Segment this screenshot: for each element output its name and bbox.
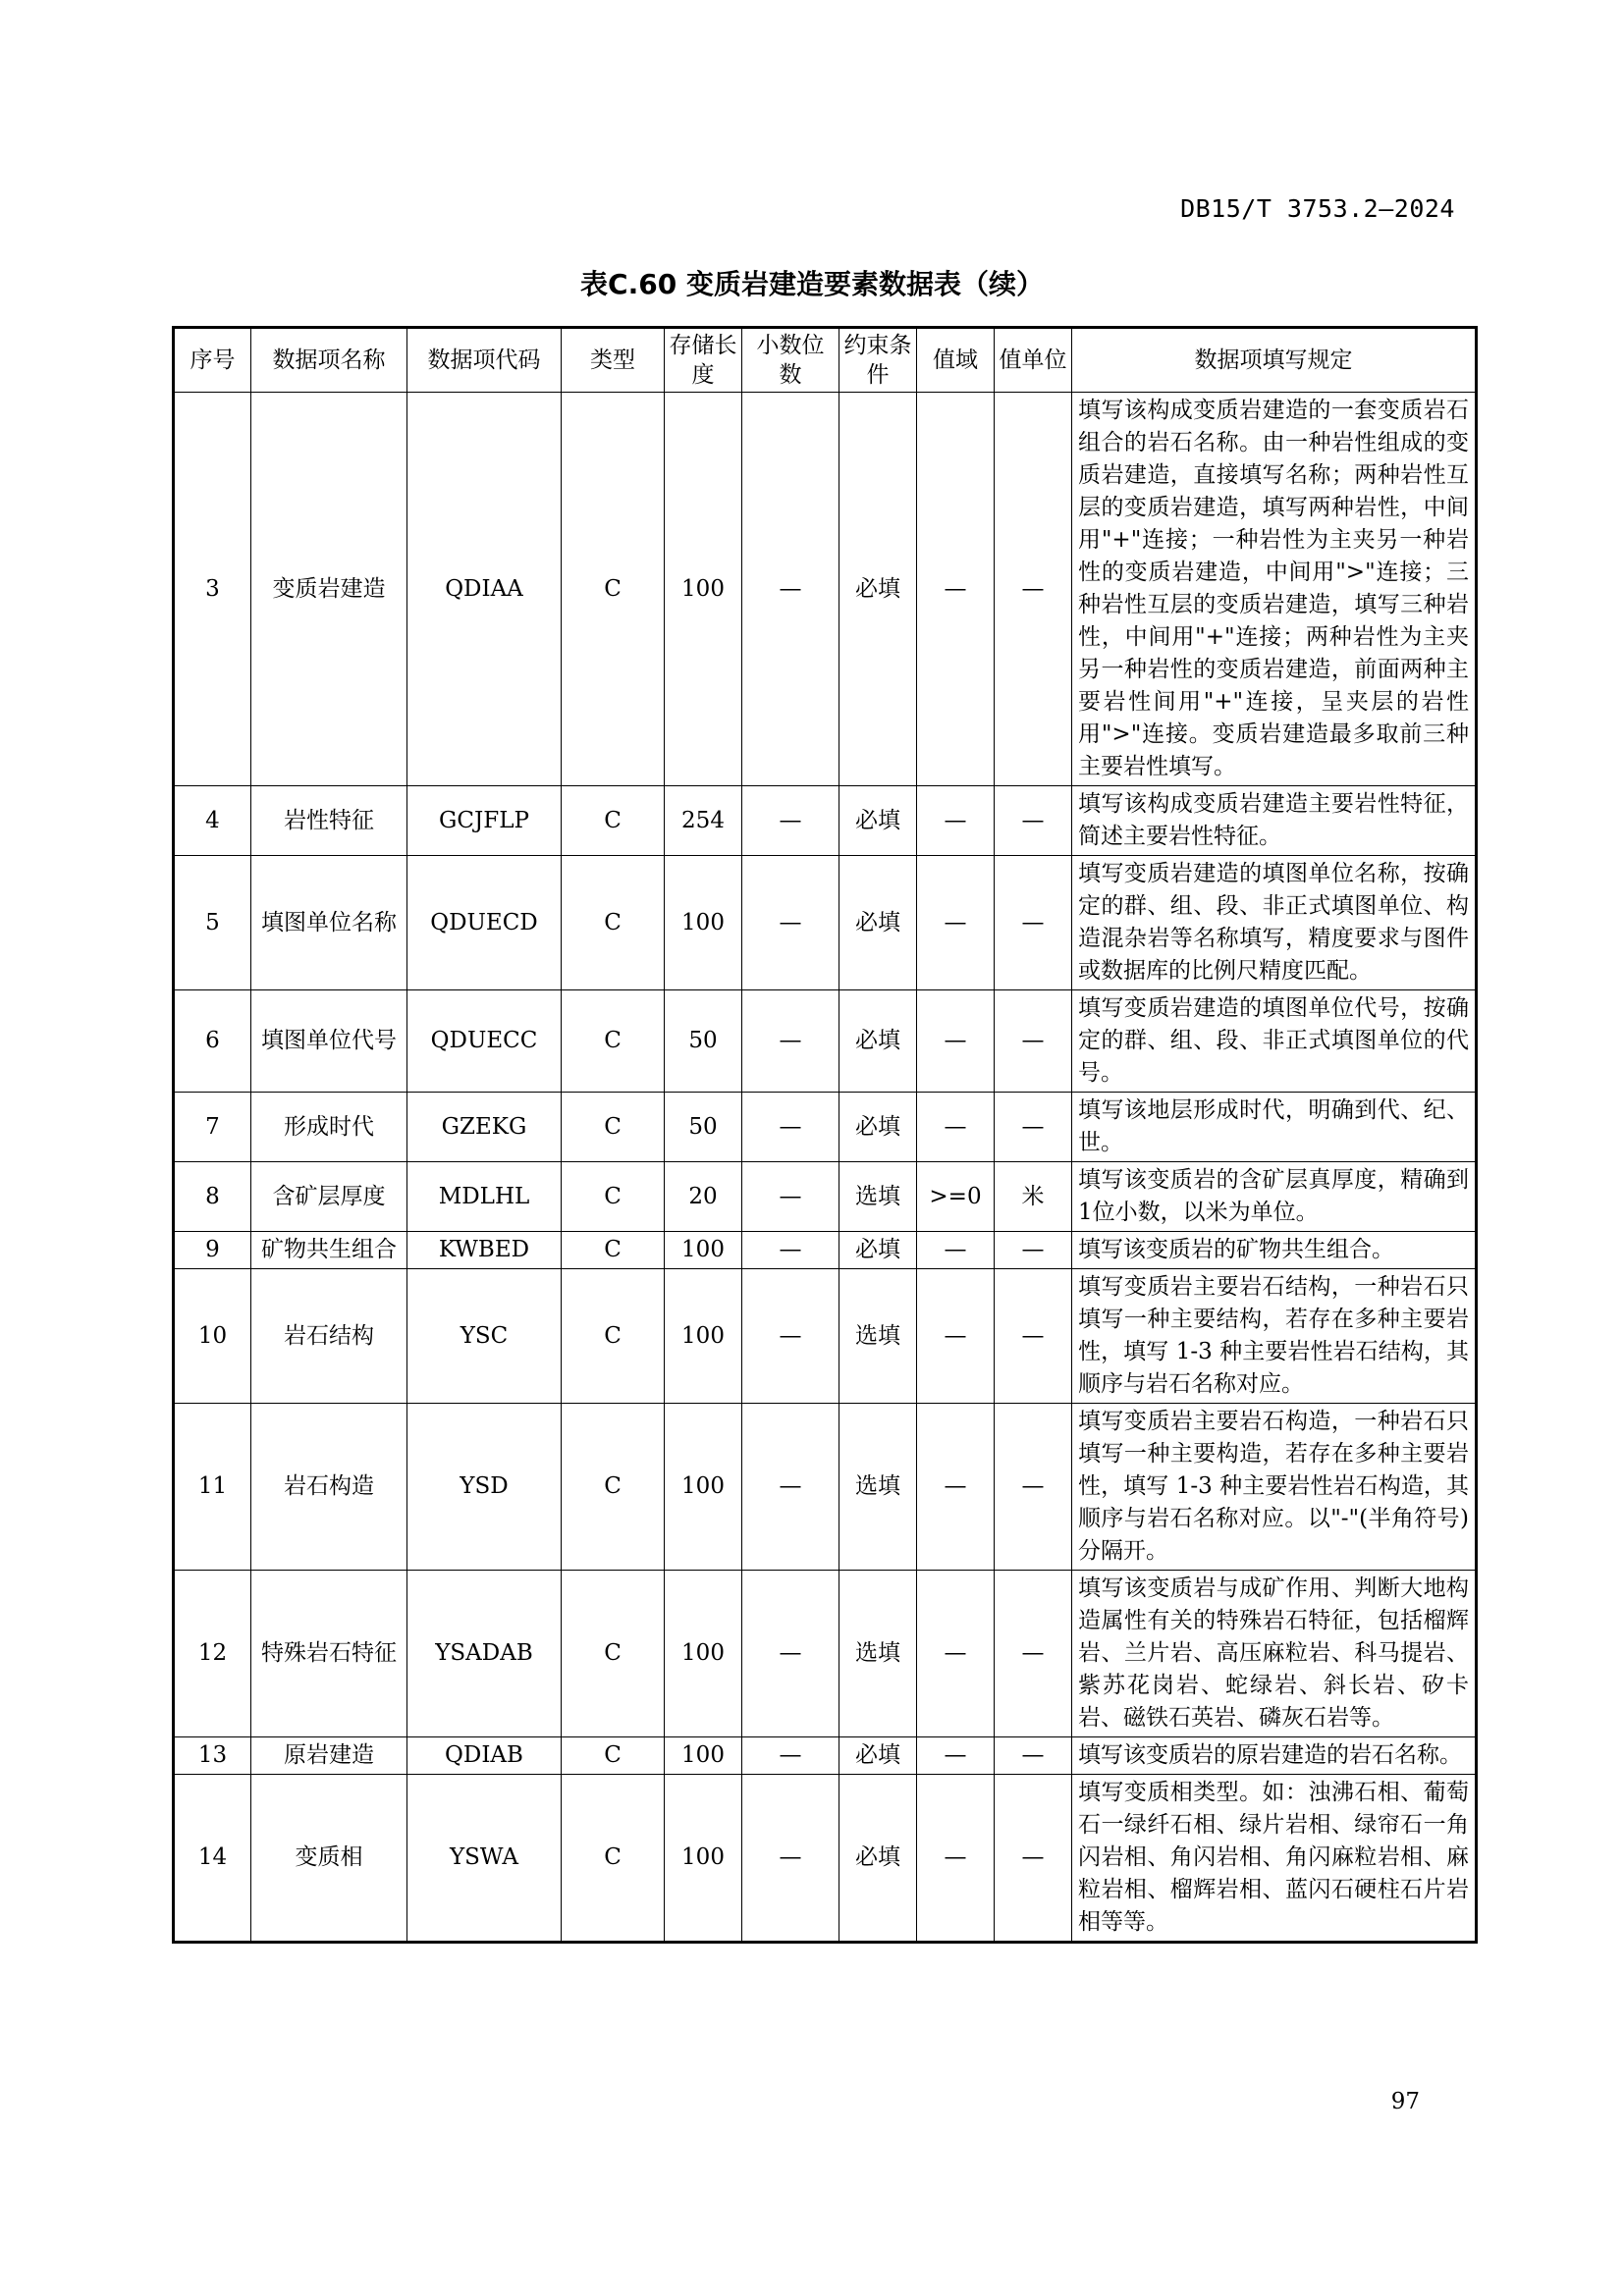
- cell-unit: —: [995, 1093, 1072, 1162]
- cell-decimals: —: [742, 786, 839, 856]
- cell-type: C: [562, 1269, 665, 1404]
- cell-type: C: [562, 990, 665, 1093]
- cell-decimals: —: [742, 1571, 839, 1737]
- cell-name: 原岩建造: [251, 1737, 407, 1775]
- cell-length: 50: [665, 990, 742, 1093]
- cell-type: C: [562, 1093, 665, 1162]
- data-element-table: [172, 326, 1478, 1944]
- cell-decimals: —: [742, 1737, 839, 1775]
- cell-unit: 米: [995, 1162, 1072, 1232]
- cell-constraint: 必填: [839, 1737, 917, 1775]
- cell-type: C: [562, 856, 665, 990]
- cell-name: 填图单位代号: [251, 990, 407, 1093]
- table-row: [174, 1404, 1477, 1571]
- cell-type: C: [562, 1571, 665, 1737]
- cell-domain: —: [917, 856, 995, 990]
- cell-seq: 8: [174, 1162, 251, 1232]
- cell-constraint: 选填: [839, 1162, 917, 1232]
- cell-seq: 4: [174, 786, 251, 856]
- column-header: 数据项代码: [407, 328, 562, 393]
- cell-unit: —: [995, 990, 1072, 1093]
- cell-rule: 填写该变质岩与成矿作用、判断大地构造属性有关的特殊岩石特征，包括榴辉岩、兰片岩、高压麻粒岩、科马提岩、紫苏花岗岩、蛇绿岩、斜长岩、矽卡岩、磁铁石英岩、磷灰石岩等。: [1072, 1571, 1477, 1737]
- cell-length: 100: [665, 856, 742, 990]
- cell-name: 填图单位名称: [251, 856, 407, 990]
- cell-unit: —: [995, 856, 1072, 990]
- table-row: [174, 856, 1477, 990]
- cell-length: 100: [665, 1269, 742, 1404]
- cell-length: 100: [665, 1737, 742, 1775]
- table-row: [174, 1093, 1477, 1162]
- table-row: [174, 1775, 1477, 1943]
- cell-length: 254: [665, 786, 742, 856]
- cell-seq: 3: [174, 393, 251, 786]
- column-header: 数据项名称: [251, 328, 407, 393]
- table-row: [174, 786, 1477, 856]
- column-header: 小数位数: [742, 328, 839, 393]
- cell-code: YSC: [407, 1269, 562, 1404]
- cell-code: MDLHL: [407, 1162, 562, 1232]
- cell-constraint: 必填: [839, 990, 917, 1093]
- table-row: [174, 1571, 1477, 1737]
- cell-name: 变质岩建造: [251, 393, 407, 786]
- page-number: 97: [1390, 2089, 1420, 2114]
- cell-unit: —: [995, 1571, 1072, 1737]
- cell-type: C: [562, 1232, 665, 1269]
- column-header: 约束条件: [839, 328, 917, 393]
- cell-rule: 填写变质岩建造的填图单位名称，按确定的群、组、段、非正式填图单位、构造混杂岩等名称填写，精度要求与图件或数据库的比例尺精度匹配。: [1072, 856, 1477, 990]
- cell-domain: —: [917, 1269, 995, 1404]
- cell-unit: —: [995, 1232, 1072, 1269]
- cell-name: 矿物共生组合: [251, 1232, 407, 1269]
- cell-domain: —: [917, 1232, 995, 1269]
- table-row: [174, 990, 1477, 1093]
- table-header-row: [174, 328, 1477, 393]
- cell-rule: 填写变质岩建造的填图单位代号，按确定的群、组、段、非正式填图单位的代号。: [1072, 990, 1477, 1093]
- cell-name: 含矿层厚度: [251, 1162, 407, 1232]
- cell-type: C: [562, 1737, 665, 1775]
- cell-name: 特殊岩石特征: [251, 1571, 407, 1737]
- cell-constraint: 必填: [839, 1093, 917, 1162]
- cell-rule: 填写变质岩主要岩石构造，一种岩石只填写一种主要构造，若存在多种主要岩性，填写 1-3 种主要岩性岩石构造，其顺序与岩石名称对应。以"-"(半角符号)分隔开。: [1072, 1404, 1477, 1571]
- cell-code: YSADAB: [407, 1571, 562, 1737]
- cell-code: YSWA: [407, 1775, 562, 1943]
- column-header: 值域: [917, 328, 995, 393]
- cell-rule: 填写变质岩主要岩石结构，一种岩石只填写一种主要结构，若存在多种主要岩性，填写 1-3 种主要岩性岩石结构，其顺序与岩石名称对应。: [1072, 1269, 1477, 1404]
- cell-seq: 10: [174, 1269, 251, 1404]
- cell-unit: —: [995, 1404, 1072, 1571]
- cell-constraint: 选填: [839, 1571, 917, 1737]
- cell-rule: 填写该地层形成时代，明确到代、纪、世。: [1072, 1093, 1477, 1162]
- cell-length: 100: [665, 393, 742, 786]
- table-row: [174, 1269, 1477, 1404]
- cell-seq: 9: [174, 1232, 251, 1269]
- cell-constraint: 选填: [839, 1269, 917, 1404]
- cell-constraint: 必填: [839, 856, 917, 990]
- cell-decimals: —: [742, 1775, 839, 1943]
- table-row: [174, 1162, 1477, 1232]
- cell-constraint: 必填: [839, 393, 917, 786]
- cell-decimals: —: [742, 990, 839, 1093]
- cell-name: 形成时代: [251, 1093, 407, 1162]
- cell-rule: 填写该变质岩的矿物共生组合。: [1072, 1232, 1477, 1269]
- cell-unit: —: [995, 393, 1072, 786]
- cell-code: GCJFLP: [407, 786, 562, 856]
- cell-domain: >=0: [917, 1162, 995, 1232]
- cell-decimals: —: [742, 393, 839, 786]
- cell-decimals: —: [742, 856, 839, 990]
- cell-constraint: 必填: [839, 786, 917, 856]
- cell-seq: 11: [174, 1404, 251, 1571]
- cell-decimals: —: [742, 1093, 839, 1162]
- cell-code: QDIAA: [407, 393, 562, 786]
- cell-rule: 填写该变质岩的原岩建造的岩石名称。: [1072, 1737, 1477, 1775]
- column-header: 值单位: [995, 328, 1072, 393]
- cell-seq: 6: [174, 990, 251, 1093]
- table-title: 表C.60 变质岩建造要素数据表（续）: [580, 268, 1044, 300]
- cell-domain: —: [917, 1775, 995, 1943]
- cell-seq: 12: [174, 1571, 251, 1737]
- cell-decimals: —: [742, 1162, 839, 1232]
- document-code: DB15/T 3753.2—2024: [1180, 194, 1455, 223]
- cell-type: C: [562, 393, 665, 786]
- cell-type: C: [562, 786, 665, 856]
- cell-constraint: 必填: [839, 1232, 917, 1269]
- cell-rule: 填写该构成变质岩建造的一套变质岩石组合的岩石名称。由一种岩性组成的变质岩建造，直接填写名称；两种岩性互层的变质岩建造，填写两种岩性，中间用"+"连接；一种岩性为主夹另一种岩性的变质岩建造，中间用">"连接；三种岩性互层的变质岩建造，填写三种岩性，中间用"+"连接；两种岩性为主夹另一种岩性的变质岩建造，前面两种主要岩性间用"+"连接，呈夹层的岩性用">"连接。变质岩建造最多取前三种主要岩性填写。: [1072, 393, 1477, 786]
- column-header: 存储长度: [665, 328, 742, 393]
- cell-domain: —: [917, 786, 995, 856]
- cell-type: C: [562, 1775, 665, 1943]
- cell-code: QDUECC: [407, 990, 562, 1093]
- cell-length: 100: [665, 1404, 742, 1571]
- cell-code: QDUECD: [407, 856, 562, 990]
- cell-unit: —: [995, 1269, 1072, 1404]
- table-row: [174, 1737, 1477, 1775]
- cell-name: 岩石结构: [251, 1269, 407, 1404]
- cell-rule: 填写该构成变质岩建造主要岩性特征，简述主要岩性特征。: [1072, 786, 1477, 856]
- cell-domain: —: [917, 1404, 995, 1571]
- cell-decimals: —: [742, 1404, 839, 1571]
- cell-rule: 填写该变质岩的含矿层真厚度，精确到1位小数，以米为单位。: [1072, 1162, 1477, 1232]
- cell-type: C: [562, 1162, 665, 1232]
- cell-unit: —: [995, 1737, 1072, 1775]
- table-body: [174, 393, 1477, 1943]
- cell-seq: 13: [174, 1737, 251, 1775]
- cell-code: QDIAB: [407, 1737, 562, 1775]
- cell-type: C: [562, 1404, 665, 1571]
- cell-name: 岩石构造: [251, 1404, 407, 1571]
- cell-length: 100: [665, 1571, 742, 1737]
- cell-name: 岩性特征: [251, 786, 407, 856]
- column-header: 类型: [562, 328, 665, 393]
- cell-code: YSD: [407, 1404, 562, 1571]
- cell-domain: —: [917, 393, 995, 786]
- cell-unit: —: [995, 1775, 1072, 1943]
- cell-seq: 5: [174, 856, 251, 990]
- column-header: 序号: [174, 328, 251, 393]
- cell-decimals: —: [742, 1269, 839, 1404]
- cell-domain: —: [917, 1737, 995, 1775]
- cell-code: GZEKG: [407, 1093, 562, 1162]
- column-header: 数据项填写规定: [1072, 328, 1477, 393]
- cell-constraint: 选填: [839, 1404, 917, 1571]
- cell-domain: —: [917, 1093, 995, 1162]
- cell-length: 50: [665, 1093, 742, 1162]
- cell-seq: 14: [174, 1775, 251, 1943]
- cell-constraint: 必填: [839, 1775, 917, 1943]
- cell-domain: —: [917, 1571, 995, 1737]
- cell-length: 100: [665, 1232, 742, 1269]
- table-row: [174, 393, 1477, 786]
- cell-length: 20: [665, 1162, 742, 1232]
- table-row: [174, 1232, 1477, 1269]
- cell-name: 变质相: [251, 1775, 407, 1943]
- cell-unit: —: [995, 786, 1072, 856]
- cell-length: 100: [665, 1775, 742, 1943]
- cell-decimals: —: [742, 1232, 839, 1269]
- cell-code: KWBED: [407, 1232, 562, 1269]
- cell-rule: 填写变质相类型。如：浊沸石相、葡萄石一绿纤石相、绿片岩相、绿帘石一角闪岩相、角闪岩相、角闪麻粒岩相、麻粒岩相、榴辉岩相、蓝闪石硬柱石片岩相等等。: [1072, 1775, 1477, 1943]
- cell-seq: 7: [174, 1093, 251, 1162]
- cell-domain: —: [917, 990, 995, 1093]
